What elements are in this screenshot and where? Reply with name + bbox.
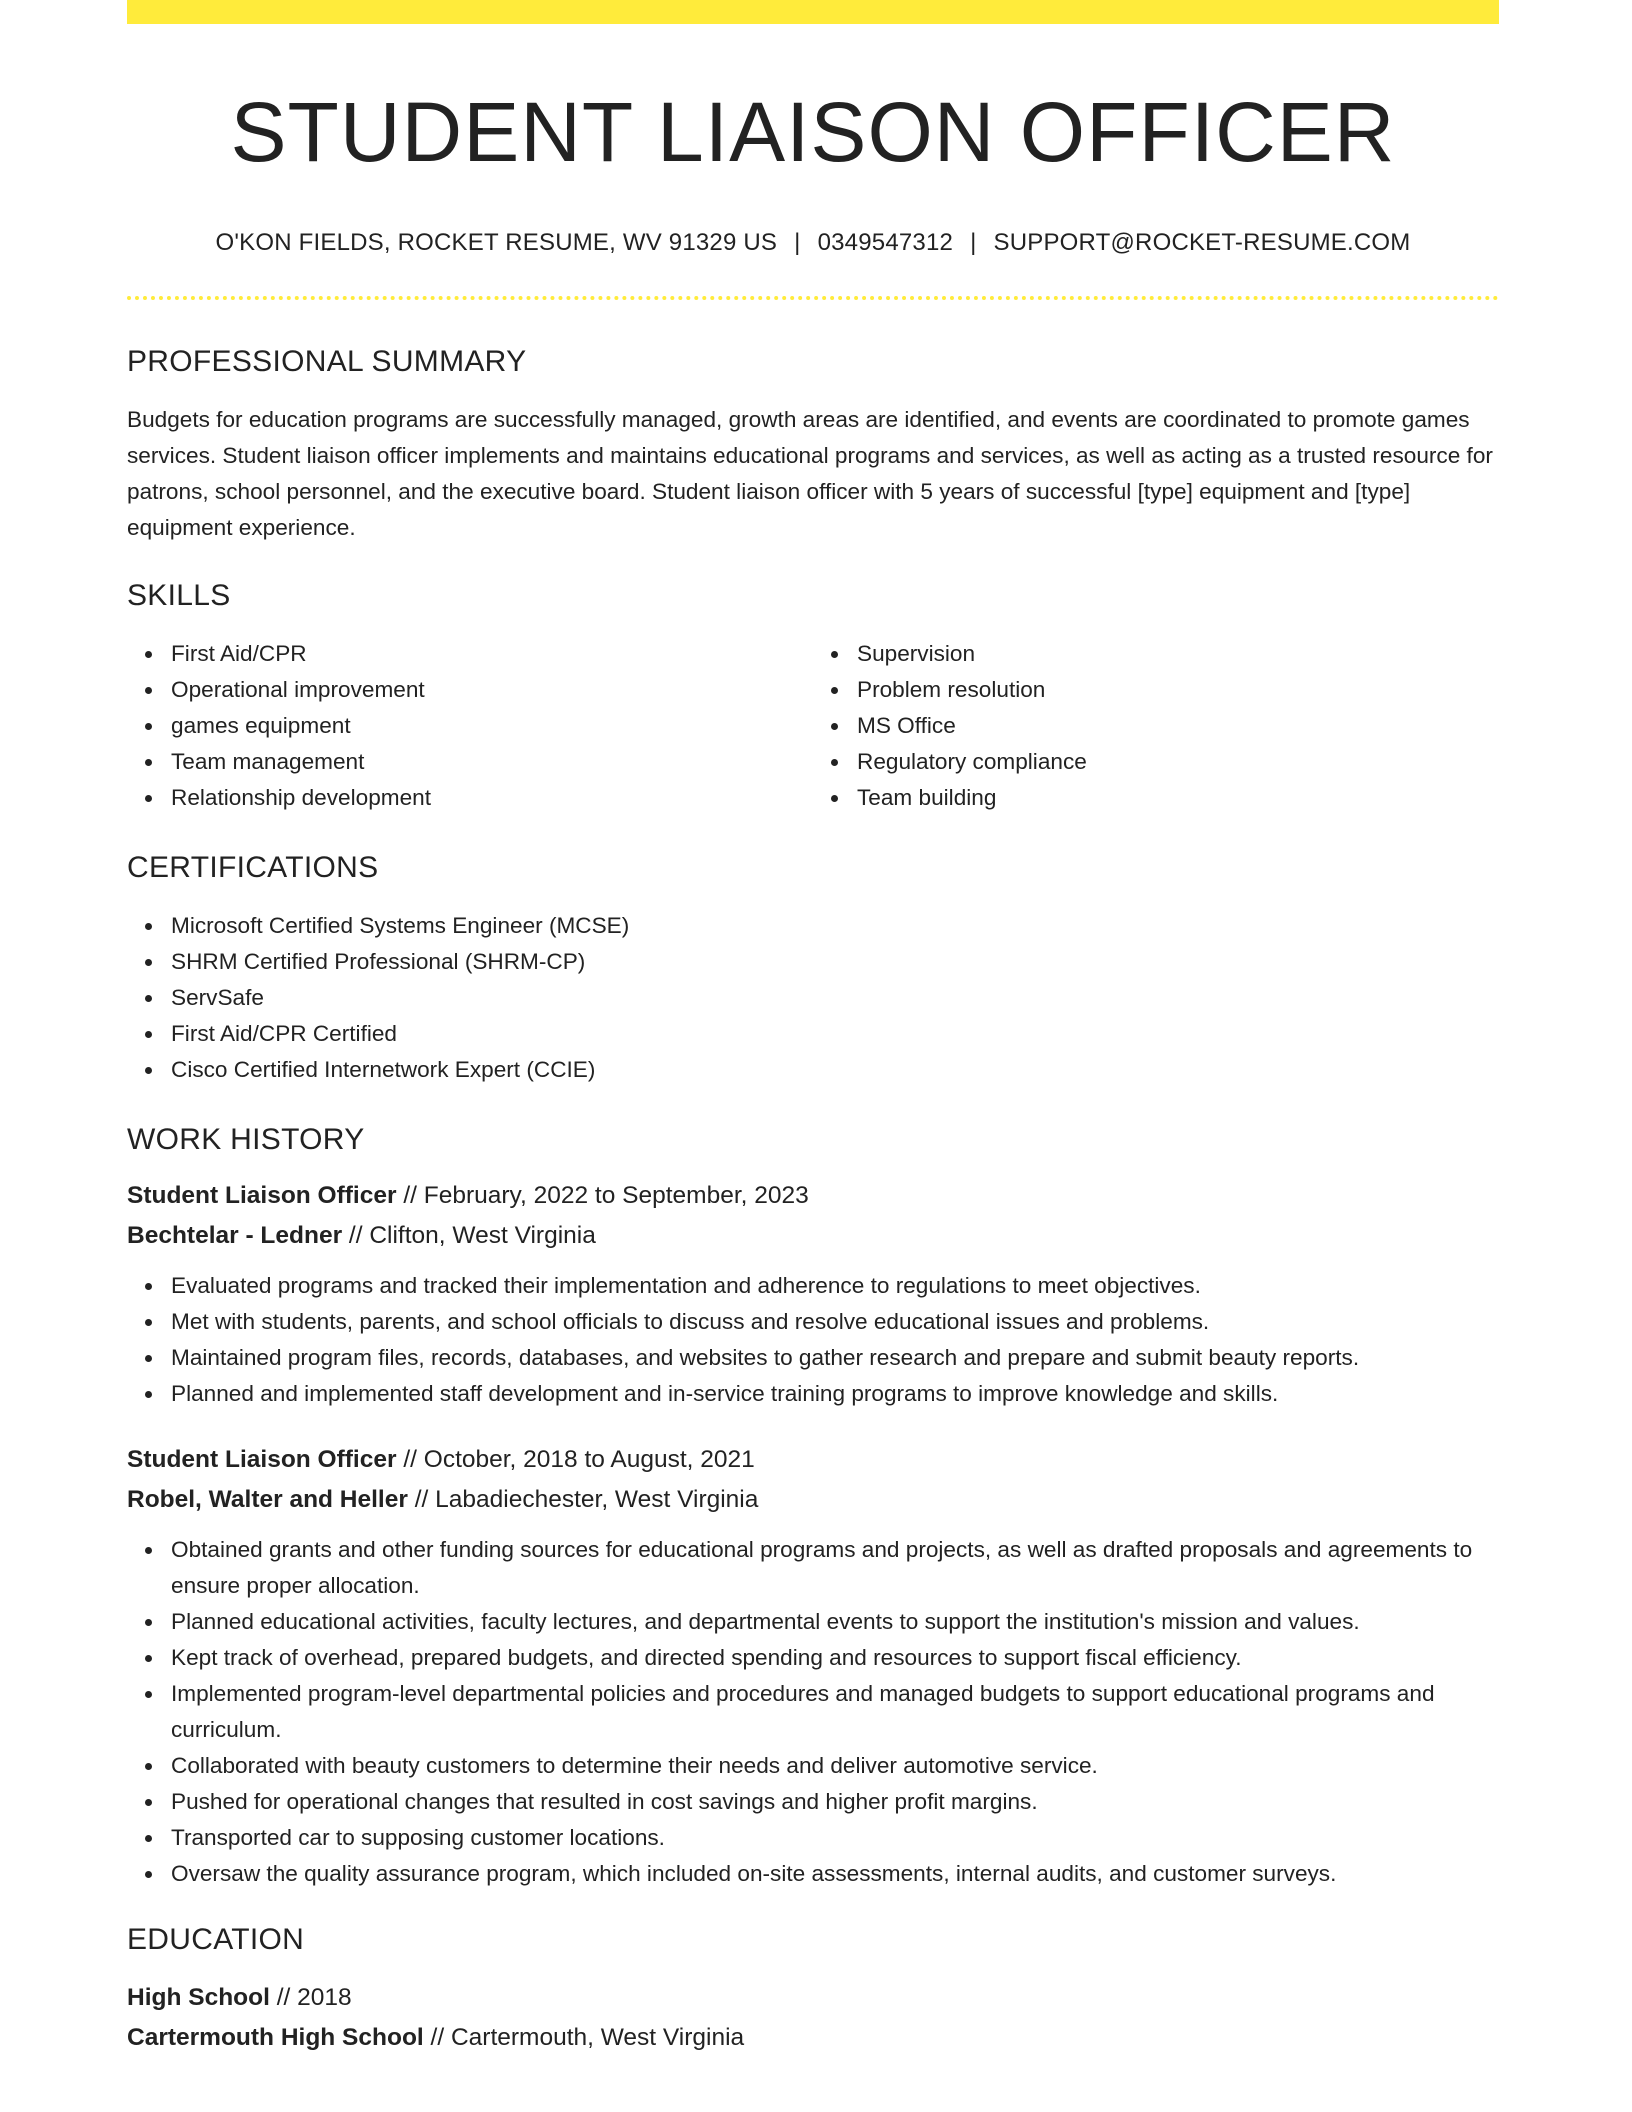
job-duty-item: Collaborated with beauty customers to determine their needs and deliver automotive service. [171,1748,1499,1784]
certification-item: First Aid/CPR Certified [171,1016,1499,1052]
job-company-line [127,1216,1499,1256]
certification-item: Cisco Certified Internetwork Expert (CCIE) [171,1052,1499,1088]
job-company: Robel, Walter and Heller [127,1485,408,1513]
certifications-list [127,908,1499,1088]
certification-item: Microsoft Certified Systems Engineer (MCSE) [171,908,1499,944]
education-degree: High School [127,1983,270,2011]
skill-item: Problem resolution [857,672,1499,708]
job-duties-list [127,1532,1499,1892]
job-location: // Labadiechester, West Virginia [407,1485,759,1513]
job-duty-item: Kept track of overhead, prepared budgets, and directed spending and resources to support fiscal efficiency. [171,1640,1499,1676]
job-role: Student Liaison Officer [127,1181,397,1209]
resume-page [127,0,1499,2058]
education-location: // Cartermouth, West Virginia [423,2023,745,2051]
skill-item: Relationship development [171,780,813,816]
summary-text: Budgets for education programs are successfully managed, growth areas are identified, and events are coordinated to promote games services. Student liaison officer implements and maintains educational programs and services, as well as acting as a trusted resource for patrons, school personnel, and the executive board. Student liaison officer with 5 years of successful [type] equipment and [type] equipment experience. [127,406,1493,540]
resume-title: STUDENT LIAISON OFFICER [230,85,1396,179]
job-dates: // February, 2022 to September, 2023 [396,1181,809,1209]
job-dates: // October, 2018 to August, 2021 [396,1445,755,1473]
section-title-summary: PROFESSIONAL SUMMARY [127,344,527,378]
education-school: Cartermouth High School [127,2023,424,2051]
section-title-skills: SKILLS [127,578,231,612]
skill-item: Team management [171,744,813,780]
job-duty-item: Met with students, parents, and school officials to discuss and resolve educational issues and problems. [171,1304,1499,1340]
accent-top-bar [127,0,1499,24]
section-title-work-history: WORK HISTORY [127,1122,365,1156]
contact-separator: | [970,228,977,256]
job-company-line [127,1480,1499,1520]
job-duty-item: Pushed for operational changes that resulted in cost savings and higher profit margins. [171,1784,1499,1820]
skill-item: Supervision [857,636,1499,672]
education-degree-line [127,1978,1499,2018]
certification-item: SHRM Certified Professional (SHRM-CP) [171,944,1499,980]
skills-list-right [813,636,1499,816]
certification-item: ServSafe [171,980,1499,1016]
section-title-education: EDUCATION [127,1922,305,1956]
job-company: Bechtelar - Ledner [127,1221,343,1249]
skill-item: MS Office [857,708,1499,744]
skills-columns [127,636,1499,816]
job-duty-item: Maintained program files, records, databases, and websites to gather research and prepare and submit beauty reports. [171,1340,1499,1376]
contact-line [127,229,1499,258]
skill-item: games equipment [171,708,813,744]
job-duties-list [127,1268,1499,1412]
job-role: Student Liaison Officer [127,1445,397,1473]
job-duty-item: Planned and implemented staff development and in-service training programs to improve knowledge and skills. [171,1376,1499,1412]
skill-item: Team building [857,780,1499,816]
dotted-divider [127,296,1499,300]
skill-item: Operational improvement [171,672,813,708]
education-year: // 2018 [269,1983,352,2011]
contact-address: O'KON FIELDS, ROCKET RESUME, WV 91329 US [215,228,778,256]
job-role-line [127,1176,1499,1216]
skill-item: Regulatory compliance [857,744,1499,780]
contact-separator: | [794,228,801,256]
contact-email: SUPPORT@ROCKET-RESUME.COM [993,228,1411,256]
job-duty-item: Obtained grants and other funding sources for educational programs and projects, as well as drafted proposals and agreements to ensure proper allocation. [171,1532,1499,1604]
job-duty-item: Transported car to supposing customer locations. [171,1820,1499,1856]
job-duty-item: Evaluated programs and tracked their implementation and adherence to regulations to meet objectives. [171,1268,1499,1304]
skill-item: First Aid/CPR [171,636,813,672]
skills-list-left [127,636,813,816]
job-role-line [127,1440,1499,1480]
job-duty-item: Oversaw the quality assurance program, which included on-site assessments, internal audits, and customer surveys. [171,1856,1499,1892]
contact-phone: 0349547312 [817,228,954,256]
job-location: // Clifton, West Virginia [342,1221,596,1249]
job-duty-item: Implemented program-level departmental policies and procedures and managed budgets to support educational programs and curriculum. [171,1676,1499,1748]
job-duty-item: Planned educational activities, faculty lectures, and departmental events to support the institution's mission and values. [171,1604,1499,1640]
education-school-line [127,2018,1499,2058]
section-title-certifications: CERTIFICATIONS [127,850,379,884]
